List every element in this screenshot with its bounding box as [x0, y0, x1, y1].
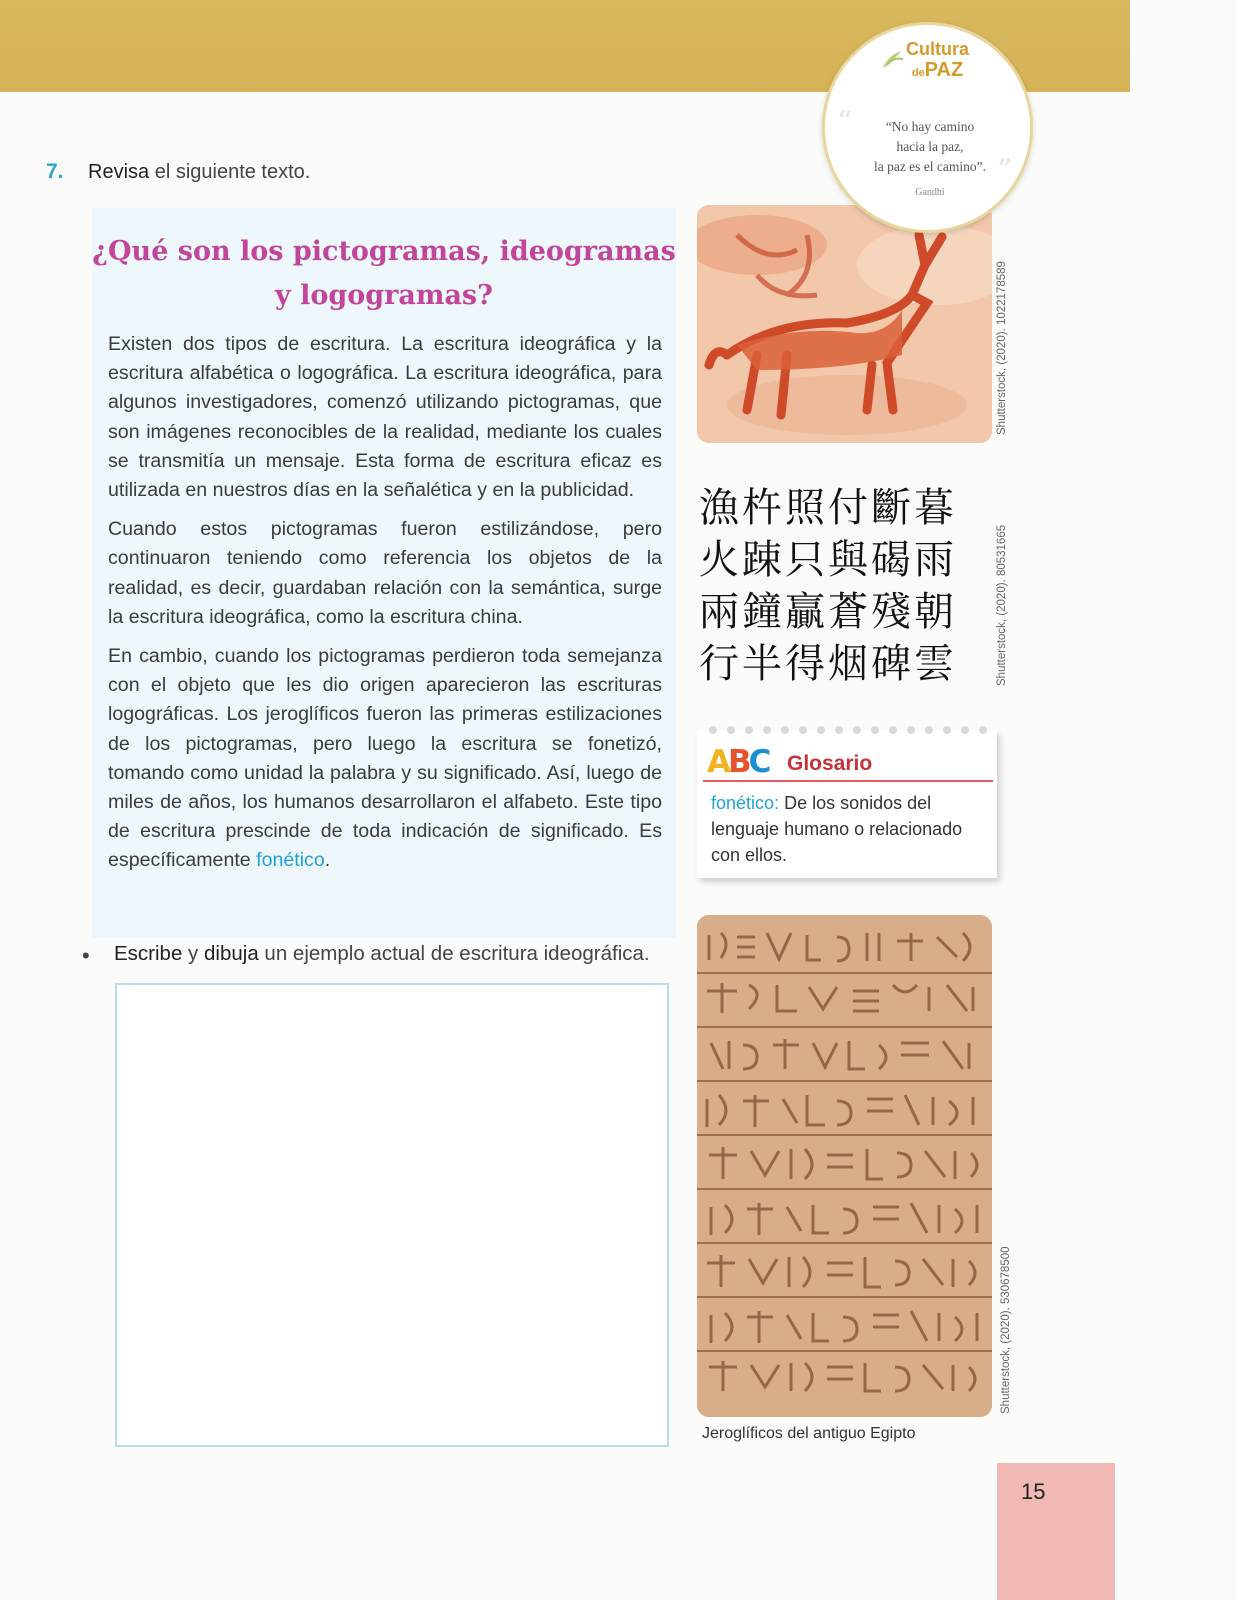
reading-body	[108, 330, 662, 886]
quote-line-1: “No hay camino	[885, 119, 975, 134]
hieroglyphs-illustration	[697, 915, 992, 1417]
glossary-term: fonético	[711, 793, 775, 813]
quote-open-icon: “	[837, 105, 853, 140]
glossary-term-link: fonético	[256, 849, 325, 872]
activity-and: y	[182, 942, 205, 965]
drawing-answer-box[interactable]	[115, 983, 669, 1447]
reading-title	[92, 230, 676, 318]
question-verb: Revisa	[88, 161, 150, 183]
notebook-rings-icon	[705, 724, 995, 736]
reading-paragraph-2: Cuando estos pictogramas fueron estilizándose, pero continuaron teniendo como referencia los objetos de la realidad, es decir, guardaban relación con la semántica, surge la escritura ideográfica, como la escritura china.	[108, 518, 662, 628]
glossary-definition-text: De los sonidos del lenguaje humano o relacionado con ellos.	[711, 793, 963, 865]
chinese-row-1: 漁杵照付斷暮	[699, 485, 957, 531]
abc-letter-a: A	[707, 744, 728, 780]
peace-quote	[855, 117, 1005, 177]
page-number: 15	[1021, 1479, 1046, 1504]
quote-line-3: la paz es el camino”.	[873, 159, 987, 174]
cultura-de-paz-badge	[822, 22, 1033, 233]
abc-letter-b: B	[728, 744, 749, 780]
reading-title-line2: y logogramas?	[275, 280, 493, 311]
activity-instruction	[114, 942, 650, 966]
bullet-icon: •	[82, 943, 90, 968]
reading-paragraph-1: Existen dos tipos de escritura. La escritura ideográfica y la escritura alfabética o logográfica. La escritura ideográfica, para algunos investigadores, comenzó utilizando pictogramas, que son imágenes reconocibles de la realidad, mediante los cuales se transmitía un mensaje. Esta forma de escritura eficaz es utilizada en nuestros días en la señalética y en la publicidad.	[108, 333, 662, 502]
hieroglyphs-caption: Jeroglíficos del antiguo Egipto	[702, 1425, 916, 1442]
reading-paragraph-3	[108, 642, 662, 876]
glossary-header	[703, 744, 993, 782]
chinese-characters	[699, 482, 989, 690]
glossary-definition	[711, 790, 981, 868]
question-instruction	[88, 161, 310, 184]
quote-close-icon: ”	[997, 153, 1013, 188]
egyptian-hieroglyphs-image	[697, 915, 992, 1417]
glossary-card	[697, 730, 997, 878]
chinese-row-2: 火踈只與碣雨	[699, 537, 957, 583]
glossary-colon: :	[774, 793, 780, 813]
reading-title-line1: ¿Qué son los pictogramas, ideogramas	[92, 236, 676, 267]
brand-line-1: Cultura	[906, 39, 969, 59]
glossary-title: Glosario	[787, 752, 873, 775]
image-credit-1: Shutterstock, (2020). 1022178589	[996, 261, 1008, 435]
image-credit-2: Shutterstock, (2020). 80531665	[996, 524, 1008, 686]
reading-box	[92, 208, 676, 938]
reading-paragraph-3-text: En cambio, cuando los pictogramas perdieron toda semejanza con el objeto que les dio origen aparecieron las escrituras logográficas. Los jeroglíficos fueron las primeras estilizaciones de los pictogramas, pero luego la escritura se fonetizó, tomando como unidad la palabra y su significado. Así, luego de miles de años, los humanos desarrollaron el alfabeto. Este tipo de escritura prescinde de toda indicación de significado. Es específicamente	[108, 645, 662, 872]
cave-painting-illustration	[697, 205, 992, 443]
chinese-characters-image	[697, 478, 992, 690]
quote-author: Gandhi	[915, 187, 945, 198]
chinese-row-4: 行半得烟碑雲	[699, 641, 957, 687]
cave-painting-image	[697, 205, 992, 443]
brand-de: de	[911, 67, 925, 79]
abc-icon	[707, 744, 768, 780]
brand-paz: PAZ	[924, 59, 964, 81]
page-number-tab	[997, 1463, 1115, 1600]
chinese-row-3: 兩鐘贏蒼殘朝	[699, 589, 957, 635]
cultura-de-paz-logo	[825, 39, 1030, 84]
reading-paragraph-3-end: .	[324, 849, 331, 872]
quote-line-2: hacia la paz,	[896, 139, 964, 154]
image-credit-3: Shutterstock, (2020). 530678500	[1000, 1246, 1012, 1414]
question-rest: el siguiente texto.	[149, 161, 311, 183]
activity-rest: un ejemplo actual de escritura ideográfica.	[258, 942, 650, 965]
activity-verb-1: Escribe	[114, 942, 183, 965]
brand-line-2	[845, 59, 1030, 84]
activity-verb-2: dibuja	[204, 942, 259, 965]
page-margin	[1130, 0, 1236, 1600]
abc-letter-c: C	[748, 744, 769, 780]
question-number: 7.	[46, 160, 64, 183]
